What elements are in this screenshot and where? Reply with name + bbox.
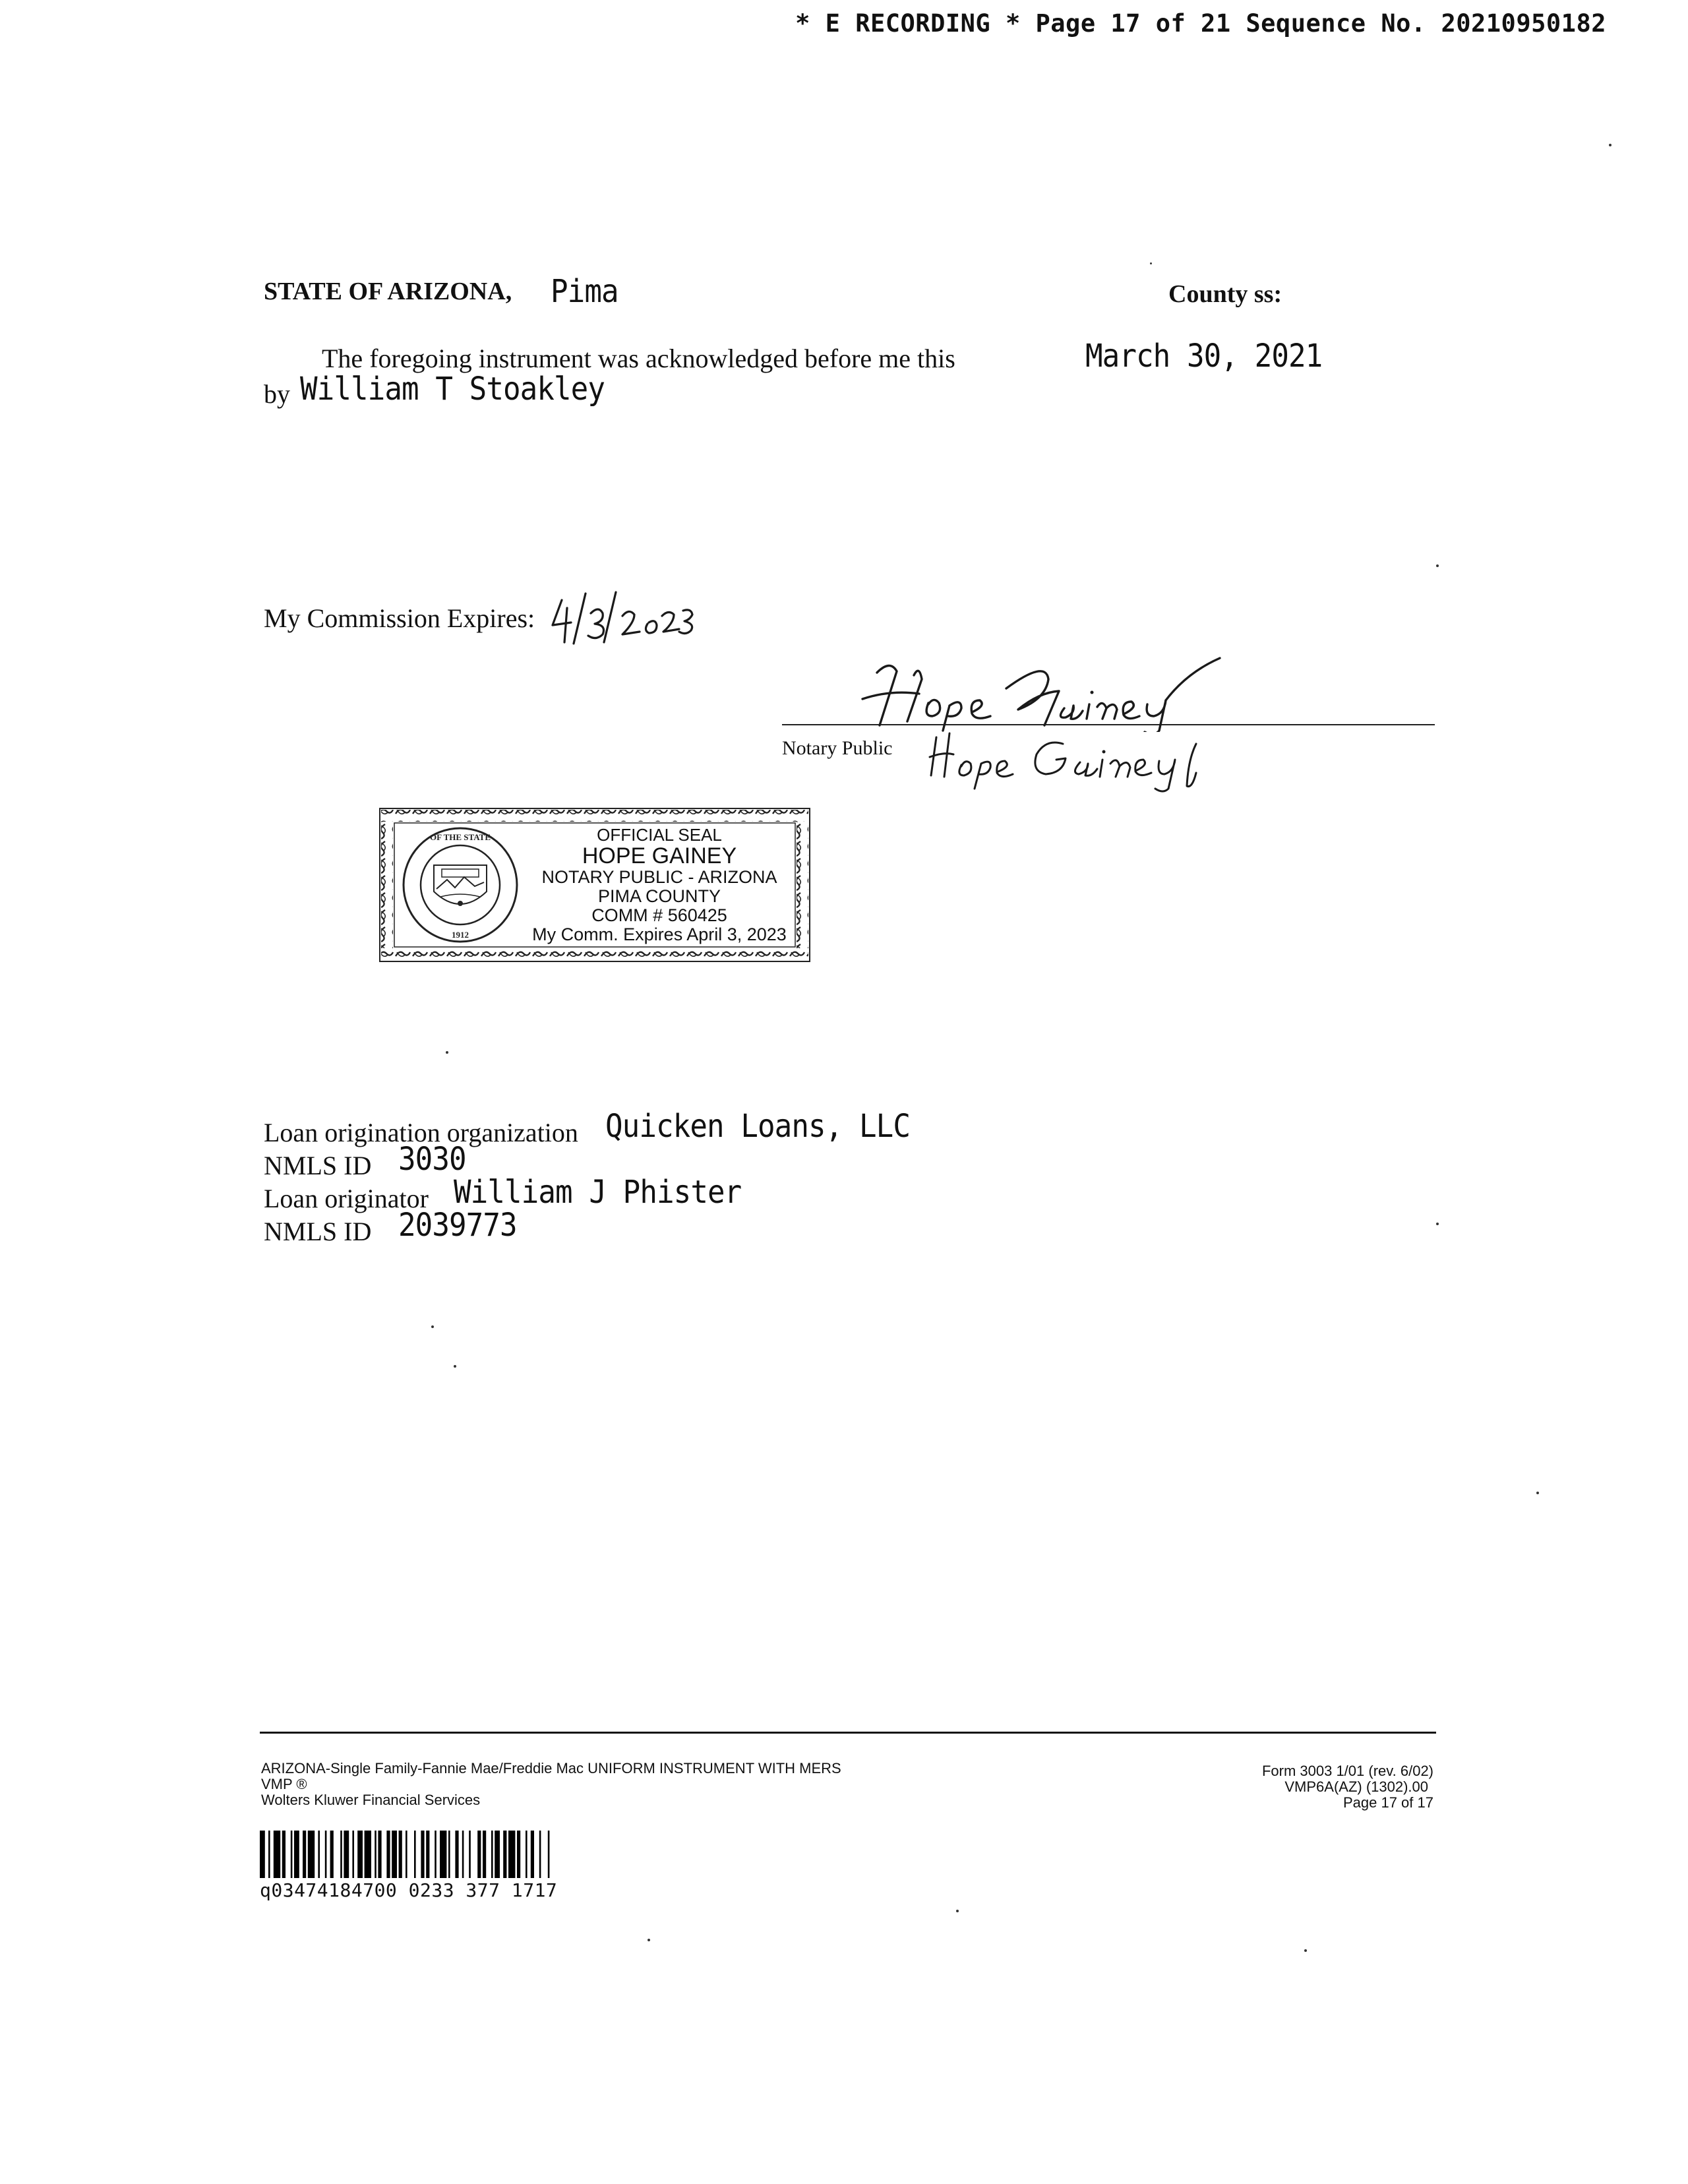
barcode-bar: [303, 1831, 306, 1878]
origination-org-value: Quicken Loans, LLC: [605, 1108, 910, 1145]
footer-vmp: VMP ®: [261, 1776, 307, 1792]
scan-speck: [1304, 1949, 1307, 1952]
footer-publisher: Wolters Kluwer Financial Services: [261, 1792, 481, 1808]
scan-speck: [431, 1325, 434, 1328]
footer-vmp-code: VMP6A(AZ) (1302).00: [1284, 1778, 1428, 1795]
barcode-bar: [491, 1831, 493, 1878]
barcode-bar: [357, 1831, 363, 1878]
barcode-bar: [260, 1831, 265, 1878]
scan-speck: [1436, 564, 1439, 567]
nmls-label-org: NMLS ID: [264, 1151, 372, 1180]
county-name: Pima: [551, 273, 618, 310]
seal-expiration: My Comm. Expires April 3, 2023: [532, 925, 787, 944]
barcode-bar: [399, 1831, 402, 1878]
commission-date-handwritten: [547, 587, 699, 646]
barcode-bar: [325, 1831, 327, 1878]
originator-value: William J Phister: [454, 1174, 742, 1211]
barcode-bar: [294, 1831, 299, 1878]
barcode-bar: [375, 1831, 377, 1878]
barcode-bar: [330, 1831, 334, 1878]
footer-form-title: ARIZONA-Single Family-Fannie Mae/Freddie Mac UNIFORM INSTRUMENT WITH MERS: [261, 1760, 841, 1776]
nmls-value-originator: 2039773: [398, 1207, 517, 1244]
barcode-bar: [340, 1831, 342, 1878]
arizona-state-seal-emblem: [401, 826, 520, 944]
footer-rule: [260, 1732, 1436, 1734]
nmls-value-org: 3030: [398, 1141, 466, 1178]
barcode-bar: [495, 1831, 500, 1878]
barcode-bar: [469, 1831, 471, 1878]
barcode-bar: [308, 1831, 315, 1878]
barcode-bar: [483, 1831, 486, 1878]
barcode-bar: [378, 1831, 381, 1878]
signer-name: William T Stoakley: [300, 371, 605, 408]
barcode-bar: [539, 1831, 541, 1878]
origination-org-label: Loan origination organization: [264, 1118, 578, 1147]
recording-banner: * E RECORDING * Page 17 of 21 Sequence No. 20210950182: [795, 9, 1606, 38]
barcode-bar: [526, 1831, 528, 1878]
barcode-bar: [531, 1831, 534, 1878]
barcode-bar: [503, 1831, 506, 1878]
barcode-bar: [392, 1831, 397, 1878]
barcode-bar: [282, 1831, 286, 1878]
barcode-bar: [268, 1831, 270, 1878]
footer-page-number: Page 17 of 17: [1342, 1794, 1433, 1811]
seal-line-notary-public: NOTARY PUBLIC - ARIZONA: [541, 867, 777, 887]
commission-label: My Commission Expires:: [264, 603, 535, 633]
svg-text:OF THE STATE: OF THE STATE: [430, 832, 491, 842]
barcode-bar: [448, 1831, 450, 1878]
barcode-bar: [291, 1831, 293, 1878]
seal-notary-name: HOPE GAINEY: [582, 843, 737, 868]
seal-commission-number: COMM # 560425: [591, 905, 727, 925]
scan-speck: [1436, 1223, 1439, 1225]
scan-speck: [956, 1910, 959, 1912]
scan-speck: [648, 1939, 650, 1941]
scan-speck: [1150, 262, 1152, 264]
originator-label: Loan originator: [264, 1184, 429, 1213]
scan-speck: [454, 1365, 456, 1368]
seal-title: OFFICIAL SEAL: [597, 825, 722, 845]
barcode-bar: [455, 1831, 458, 1878]
svg-text:1912: 1912: [452, 930, 469, 940]
barcode: [260, 1831, 721, 1881]
scan-speck: [1609, 144, 1612, 146]
barcode-bar: [365, 1831, 371, 1878]
notary-label: Notary Public: [782, 737, 893, 759]
barcode-bar: [352, 1831, 354, 1878]
scan-speck: [446, 1051, 448, 1054]
county-label: County ss:: [1168, 280, 1282, 308]
acknowledgment-date: March 30, 2021: [1085, 338, 1323, 375]
barcode-bar: [406, 1831, 407, 1878]
barcode-bar: [426, 1831, 429, 1878]
barcode-bar: [435, 1831, 437, 1878]
notary-printed-name-handwritten: [927, 720, 1204, 793]
barcode-bar: [548, 1831, 550, 1878]
barcode-bar: [318, 1831, 320, 1878]
barcode-bar: [440, 1831, 446, 1878]
barcode-bar: [274, 1831, 280, 1878]
seal-line-county: PIMA COUNTY: [597, 886, 721, 906]
barcode-bar: [477, 1831, 481, 1878]
official-notary-seal: [377, 806, 812, 964]
footer-form-number: Form 3003 1/01 (rev. 6/02): [1261, 1763, 1433, 1779]
barcode-bar: [421, 1831, 424, 1878]
by-label: by: [264, 379, 290, 409]
barcode-text: q03474184700 0233 377 1717: [260, 1879, 558, 1901]
barcode-bar: [508, 1831, 515, 1878]
barcode-bar: [517, 1831, 520, 1878]
barcode-bar: [462, 1831, 464, 1878]
barcode-bar: [344, 1831, 349, 1878]
foregoing-text: The foregoing instrument was acknowledged before me this: [322, 344, 955, 373]
scan-speck: [1536, 1492, 1539, 1494]
barcode-bar: [386, 1831, 390, 1878]
nmls-label-originator: NMLS ID: [264, 1217, 372, 1246]
barcode-bar: [414, 1831, 416, 1878]
state-label: STATE OF ARIZONA,: [264, 278, 512, 305]
